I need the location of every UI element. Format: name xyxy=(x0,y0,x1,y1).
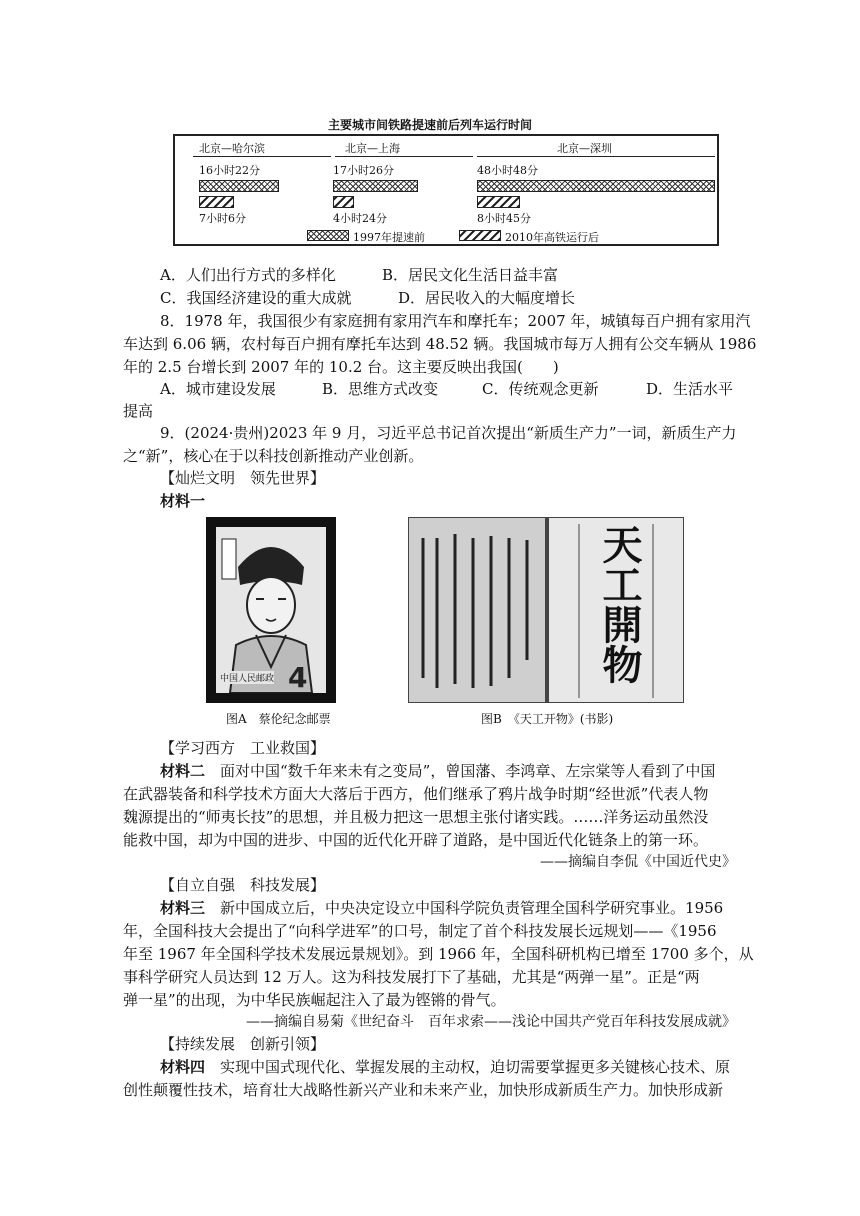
bar-after xyxy=(477,196,520,208)
cai-lun-stamp-image xyxy=(206,517,336,703)
material-label: 材料四 xyxy=(160,1058,206,1076)
material-paragraph-line: 在武器装备和科学技术方面大大落后于西方，他们继承了鸦片战争时期“经世派”代表人物 xyxy=(123,785,709,803)
material-label: 材料一 xyxy=(160,492,206,510)
q8-option-a: A．城市建设发展 xyxy=(160,380,276,398)
svg-text:4: 4 xyxy=(288,661,308,693)
tiangong-kaiwu-book-image xyxy=(408,517,684,703)
figure-a-caption: 图A 蔡伦纪念邮票 xyxy=(226,712,331,726)
group-underline xyxy=(335,156,473,157)
before-label: 16小时22分 xyxy=(199,164,260,177)
section-heading: 【自立自强 科技发展】 xyxy=(160,876,326,894)
q8-line: 8．1978 年，我国很少有家庭拥有家用汽车和摩托车；2007 年，城镇每百户拥有家用汽 xyxy=(160,312,751,330)
material-paragraph-line: 魏源提出的“师夷长技”的思想，并且极力把这一思想主张付诸实践。……洋务运动虽然没 xyxy=(123,808,709,826)
legend-swatch-before xyxy=(307,230,349,241)
section-heading: 【持续发展 创新引领】 xyxy=(160,1035,326,1053)
bar-before xyxy=(199,180,279,192)
q7-option-d: D．居民收入的大幅度增长 xyxy=(398,289,576,307)
q9-line: 之“新”，核心在于以科技创新推动产业创新。 xyxy=(123,447,424,465)
section-heading: 【学习西方 工业救国】 xyxy=(160,739,326,757)
material-paragraph-line: 创性颠覆性技术，培育壮大战略性新兴产业和未来产业，加快形成新质生产力。加快形成新 xyxy=(123,1081,724,1099)
after-label: 7小时6分 xyxy=(199,212,246,225)
cai-lun-portrait-icon xyxy=(216,527,326,693)
group-underline xyxy=(193,156,331,157)
material-paragraph-line: 材料四 实现中国式现代化、掌握发展的主动权，迫切需要掌握更多关键核心技术、原 xyxy=(160,1058,731,1076)
q8-option-d: D．生活水平 xyxy=(646,380,734,398)
material-label: 材料三 xyxy=(160,899,206,917)
bar-before xyxy=(477,180,715,192)
q8-line: 车达到 6.06 辆，农村每百户拥有摩托车达到 48.52 辆。我国城市每万人拥有公交车辆从 1986 xyxy=(123,335,757,353)
bar-after xyxy=(333,196,354,208)
material-paragraph-line: 事科学研究人员达到 12 万人。这为科技发展打下了基础，尤其是“两弹一星”。正是“两 xyxy=(123,968,700,986)
q9-line: 9．(2024·贵州)2023 年 9 月，习近平总书记首次提出“新质生产力”一词，新质生产力 xyxy=(160,424,737,442)
group-underline xyxy=(477,156,715,157)
legend-after: 2010年高铁运行后 xyxy=(505,231,599,244)
group-label-shanghai: 北京—上海 xyxy=(345,142,400,155)
q7-option-b: B．居民文化生活日益丰富 xyxy=(382,266,559,284)
material-paragraph-line: 能救中国，却为中国的进步、中国的近代化开辟了道路，是中国近代化链条上的第一环。 xyxy=(123,831,709,849)
q8-option-d-cont: 提高 xyxy=(123,402,154,420)
figure-b-caption: 图B 《天工开物》(书影) xyxy=(481,712,614,726)
material-paragraph-line: 材料二 面对中国“数千年来未有之变局”，曾国藩、李鸿章、左宗棠等人看到了中国 xyxy=(160,762,716,780)
chart-frame xyxy=(173,134,719,246)
group-label-harbin: 北京—哈尔滨 xyxy=(199,142,265,155)
after-label: 8小时45分 xyxy=(477,212,531,225)
book-title: 天工開物 xyxy=(596,524,643,684)
bar-before xyxy=(333,180,418,192)
material-paragraph-line: 材料三 新中国成立后，中央决定设立中国科学院负责管理全国科学研究事业。1956 xyxy=(160,899,724,917)
chart-title: 主要城市间铁路提速前后列车运行时间 xyxy=(327,118,532,132)
material-paragraph-line: 年，全国科技大会提出了“向科学进军”的口号，制定了首个科技发展长远规划——《1956 xyxy=(123,922,717,940)
legend-before: 1997年提速前 xyxy=(353,231,425,244)
material-paragraph-line: 弹一星”的出现，为中华民族崛起注入了最为铿锵的骨气。 xyxy=(123,991,506,1009)
q7-option-c: C．我国经济建设的重大成就 xyxy=(160,289,352,307)
group-label-shenzhen: 北京—深圳 xyxy=(557,142,612,155)
q8-line: 年的 2.5 台增长到 2007 年的 10.2 台。这主要反映出我国( ) xyxy=(123,358,559,376)
source-citation: ——摘编自李侃《中国近代史》 xyxy=(540,854,736,870)
before-label: 17小时26分 xyxy=(333,164,394,177)
material-label: 材料二 xyxy=(160,762,206,780)
q8-option-b: B．思维方式改变 xyxy=(322,380,439,398)
section-heading: 【灿烂文明 领先世界】 xyxy=(160,469,326,487)
stamp-country-text: 中国人民邮政 xyxy=(220,671,274,684)
source-citation: ——摘编自易菊《世纪奋斗 百年求索——浅论中国共产党百年科技发展成就》 xyxy=(246,1014,736,1030)
bar-after xyxy=(199,196,234,208)
after-label: 4小时24分 xyxy=(333,212,387,225)
q7-option-a: A．人们出行方式的多样化 xyxy=(160,266,336,284)
before-label: 48小时48分 xyxy=(477,164,538,177)
q8-option-c: C．传统观念更新 xyxy=(482,380,599,398)
legend-swatch-after xyxy=(459,230,501,241)
material-paragraph-line: 年至 1967 年全国科学技术发展远景规划》。到 1966 年，全国科研机构已增至 1700 多个，从 xyxy=(123,945,754,963)
